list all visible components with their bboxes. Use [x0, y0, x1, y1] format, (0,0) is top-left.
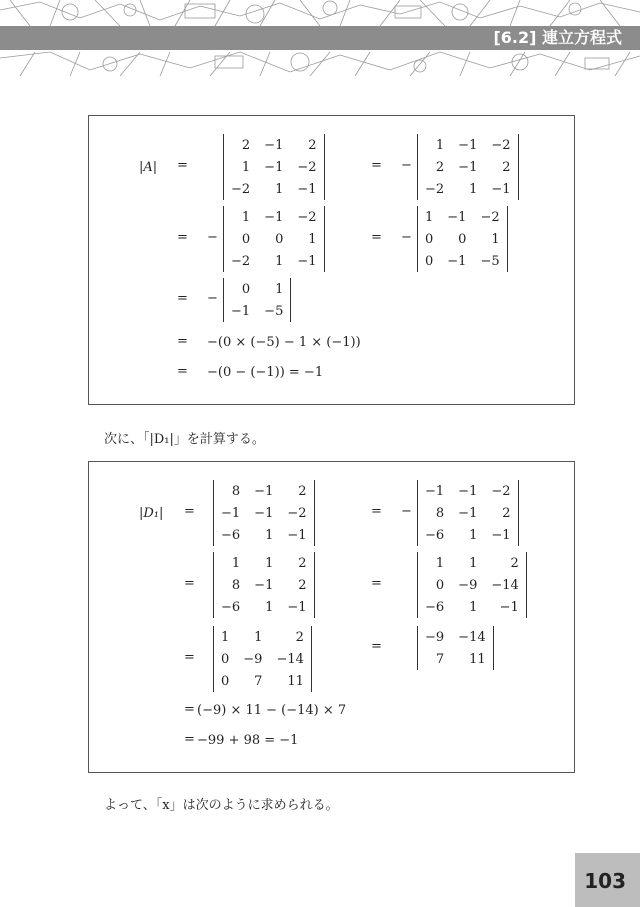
- expression-line: −(0 × (−5) − 1 × (−1)): [207, 335, 361, 350]
- determinant: [417, 134, 519, 200]
- matrix-entry: 1: [308, 231, 317, 247]
- matrix-entry: 1: [241, 209, 251, 225]
- matrix-entry: 2: [435, 159, 445, 175]
- determinant: [417, 626, 494, 670]
- equals-sign: =: [184, 702, 195, 717]
- matrix-entry: −5: [480, 253, 500, 269]
- matrix-entry: 1: [275, 281, 284, 297]
- matrix-entry: 11: [287, 673, 304, 689]
- matrix-entry: 8: [435, 505, 445, 521]
- matrix-entry: −1: [458, 483, 478, 499]
- matrix-entry: −1: [254, 483, 274, 499]
- minus-sign: −: [401, 158, 412, 173]
- minus-sign: −: [207, 291, 218, 306]
- matrix-entry: 2: [298, 483, 307, 499]
- matrix-entry: −1: [491, 181, 511, 197]
- matrix-entry: −2: [491, 137, 511, 153]
- matrix-entry: −1: [254, 577, 274, 593]
- matrix-entry: 2: [295, 629, 304, 645]
- matrix-entry: −1: [297, 253, 317, 269]
- matrix-entry: 1: [469, 527, 478, 543]
- matrix-entry: −2: [297, 159, 317, 175]
- matrix-entry: 1: [469, 181, 478, 197]
- determinant-label: |D₁|: [139, 506, 164, 521]
- matrix-entry: 0: [221, 673, 230, 689]
- matrix-entry: 0: [425, 231, 434, 247]
- matrix-entry: −1: [287, 527, 307, 543]
- equals-sign: =: [371, 576, 382, 591]
- matrix-entry: 0: [241, 281, 251, 297]
- equals-sign: =: [184, 504, 195, 519]
- matrix-entry: 2: [502, 505, 511, 521]
- matrix-entry: 0: [425, 253, 434, 269]
- matrix-entry: −6: [221, 527, 241, 543]
- expression-line: (−9) × 11 − (−14) × 7: [197, 703, 347, 718]
- determinant: [223, 134, 325, 200]
- matrix-entry: 1: [231, 555, 241, 571]
- matrix-entry: 1: [265, 527, 274, 543]
- matrix-entry: −1: [254, 505, 274, 521]
- equals-sign: =: [177, 291, 188, 306]
- matrix-entry: −1: [447, 209, 467, 225]
- matrix-entry: −1: [264, 159, 284, 175]
- matrix-entry: 1: [425, 209, 434, 225]
- matrix-entry: −1: [499, 599, 519, 615]
- equals-sign: =: [371, 504, 382, 519]
- equals-sign: =: [184, 576, 195, 591]
- matrix-entry: 0: [458, 231, 467, 247]
- matrix-entry: −1: [491, 527, 511, 543]
- equals-sign: =: [371, 230, 382, 245]
- matrix-entry: −14: [276, 651, 304, 667]
- matrix-entry: −1: [447, 253, 467, 269]
- matrix-entry: 1: [265, 599, 274, 615]
- matrix-entry: 8: [231, 577, 241, 593]
- equals-sign: =: [371, 158, 382, 173]
- equals-sign: =: [177, 158, 188, 173]
- matrix-entry: −1: [458, 505, 478, 521]
- matrix-entry: −2: [491, 483, 511, 499]
- matrix-entry: −1: [287, 599, 307, 615]
- matrix-entry: −2: [231, 253, 251, 269]
- matrix-entry: −2: [425, 181, 445, 197]
- matrix-entry: 7: [435, 651, 445, 667]
- matrix-entry: 1: [469, 555, 478, 571]
- matrix-entry: 1: [241, 159, 251, 175]
- determinant: [417, 552, 527, 618]
- matrix-entry: 2: [502, 159, 511, 175]
- determinant: [213, 626, 312, 692]
- determinant: [213, 552, 315, 618]
- matrix-entry: −2: [231, 181, 251, 197]
- determinant-label: |A|: [139, 160, 158, 175]
- matrix-entry: 8: [231, 483, 241, 499]
- matrix-entry: 2: [298, 555, 307, 571]
- matrix-entry: 0: [221, 651, 230, 667]
- matrix-entry: 1: [275, 253, 284, 269]
- matrix-entry: −9: [425, 629, 445, 645]
- equals-sign: =: [177, 364, 188, 379]
- matrix-entry: 0: [435, 577, 445, 593]
- matrix-entry: −1: [458, 137, 478, 153]
- matrix-entry: 2: [308, 137, 317, 153]
- determinant: [417, 206, 508, 272]
- page-number: 103: [584, 869, 626, 893]
- page-number-tab: [575, 853, 640, 907]
- matrix-entry: −1: [231, 303, 251, 319]
- matrix-entry: 1: [254, 629, 263, 645]
- matrix-entry: −9: [458, 577, 478, 593]
- matrix-entry: 0: [275, 231, 284, 247]
- matrix-entry: −14: [491, 577, 519, 593]
- equals-sign: =: [184, 732, 195, 747]
- minus-sign: −: [401, 230, 412, 245]
- matrix-entry: 11: [469, 651, 486, 667]
- paragraph-next: 次に、「|D₁|」を計算する。: [104, 432, 265, 447]
- matrix-entry: 2: [298, 577, 307, 593]
- expression-line: −99 + 98 = −1: [197, 733, 299, 748]
- matrix-entry: 1: [275, 181, 284, 197]
- matrix-entry: 2: [241, 137, 251, 153]
- matrix-entry: 1: [435, 555, 445, 571]
- matrix-entry: 1: [221, 629, 230, 645]
- section-title: [6.2] 連立方程式: [493, 28, 622, 47]
- matrix-entry: −1: [297, 181, 317, 197]
- calculation-box-A: [88, 115, 575, 405]
- equals-sign: =: [177, 334, 188, 349]
- equals-sign: =: [184, 650, 195, 665]
- determinant: [213, 480, 315, 546]
- matrix-entry: −9: [243, 651, 263, 667]
- matrix-entry: 1: [435, 137, 445, 153]
- paragraph-therefore: よって、「x」は次のように求められる。: [104, 798, 339, 813]
- matrix-entry: −1: [458, 159, 478, 175]
- matrix-entry: −6: [425, 527, 445, 543]
- matrix-entry: −5: [264, 303, 284, 319]
- matrix-entry: 1: [265, 555, 274, 571]
- matrix-entry: −6: [221, 599, 241, 615]
- equals-sign: =: [371, 639, 382, 654]
- matrix-entry: −2: [480, 209, 500, 225]
- determinant: [417, 480, 519, 546]
- matrix-entry: 7: [254, 673, 263, 689]
- matrix-entry: −14: [458, 629, 486, 645]
- matrix-entry: −6: [425, 599, 445, 615]
- minus-sign: −: [401, 504, 412, 519]
- matrix-entry: 0: [241, 231, 251, 247]
- matrix-entry: −2: [287, 505, 307, 521]
- matrix-entry: 2: [510, 555, 519, 571]
- matrix-entry: −1: [264, 209, 284, 225]
- calculation-box-D1: [88, 461, 575, 773]
- matrix-entry: −1: [264, 137, 284, 153]
- matrix-entry: −1: [425, 483, 445, 499]
- matrix-entry: −2: [297, 209, 317, 225]
- minus-sign: −: [207, 230, 218, 245]
- equals-sign: =: [177, 230, 188, 245]
- expression-line: −(0 − (−1)) = −1: [207, 365, 324, 380]
- matrix-entry: 1: [469, 599, 478, 615]
- matrix-entry: 1: [491, 231, 500, 247]
- determinant: [223, 206, 325, 272]
- determinant: [223, 278, 291, 322]
- matrix-entry: −1: [221, 505, 241, 521]
